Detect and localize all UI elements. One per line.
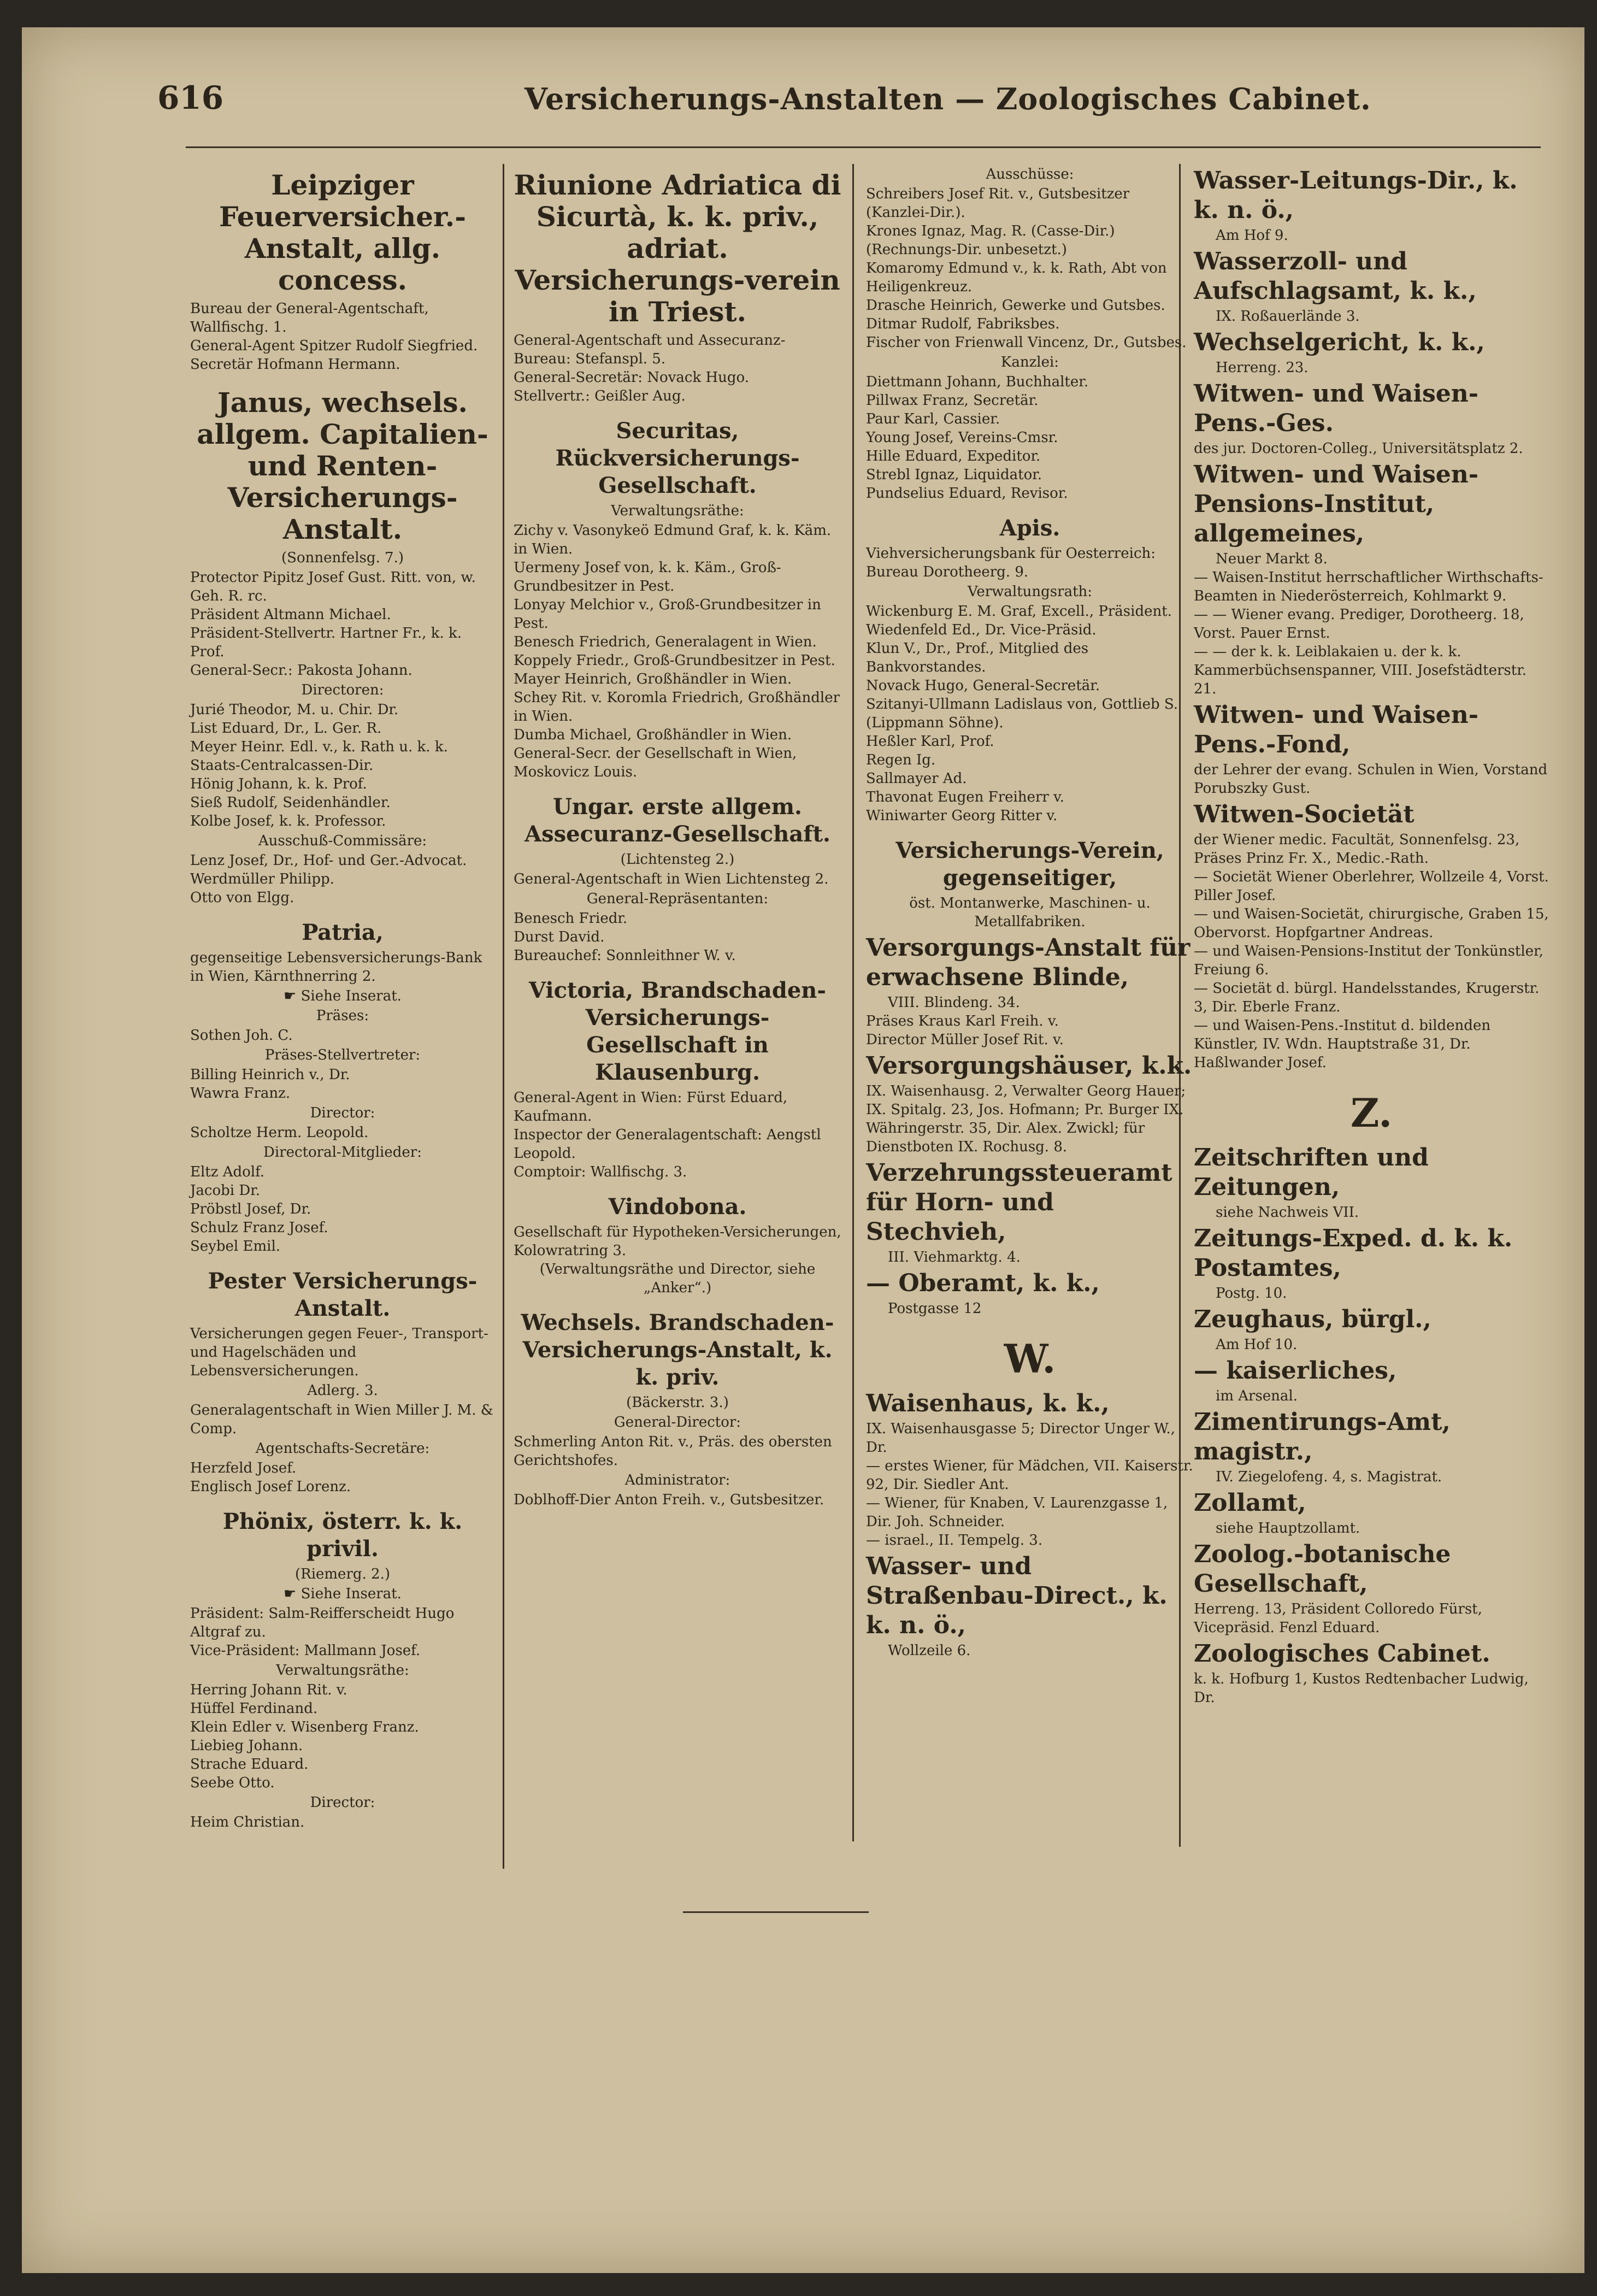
entry-line: Szitanyi-Ullmann Ladislaus von, Gottlieb S. (Lippmann Söhne). bbox=[866, 696, 1178, 731]
entry-line: Krones Ignaz, Mag. R. (Casse-Dir.) bbox=[866, 223, 1115, 239]
entry-line: Eltz Adolf. bbox=[190, 1164, 265, 1180]
entry-title-zeughaus: Zeughaus, bürgl., bbox=[1194, 1305, 1431, 1333]
entry-line: Pröbstl Josef, Dr. bbox=[190, 1201, 311, 1217]
column-2 bbox=[514, 164, 841, 1509]
entry-line: List Eduard, Dr., L. Ger. R. bbox=[190, 720, 382, 737]
entry-line: Sallmayer Ad. bbox=[866, 770, 967, 787]
entry-line: Generalagentschaft in Wien Miller J. M. & Comp. bbox=[190, 1402, 493, 1437]
subheading: Director: bbox=[310, 1794, 375, 1811]
entry-line: Secretär Hofmann Hermann. bbox=[190, 356, 400, 373]
entry-title-janus: Janus, wechsels. allgem. Capitalien- und Renten-Versicherungs-Anstalt. bbox=[197, 386, 488, 545]
entry-line: Präsident: Salm-Reifferscheidt Hugo Altgraf zu. bbox=[190, 1605, 455, 1640]
entry-title-waisenhaus: Waisenhaus, k. k., bbox=[866, 1390, 1110, 1417]
entry-title-witwen-pens-fond: Witwen- und Waisen-Pens.-Fond, bbox=[1194, 701, 1479, 758]
entry-line: Lonyay Melchior v., Groß-Grundbesitzer in Pest. bbox=[514, 597, 821, 632]
page-number: 616 bbox=[157, 79, 224, 116]
entry-line: Pundselius Eduard, Revisor. bbox=[866, 485, 1068, 502]
entry-line: Kolbe Josef, k. k. Professor. bbox=[190, 813, 386, 829]
entry-line: Sieß Rudolf, Seidenhändler. bbox=[190, 794, 391, 811]
entry-title-zimentirungs-amt: Zimentirungs-Amt, magistr., bbox=[1194, 1408, 1451, 1465]
entry-line: Fischer von Frienwall Vincenz, Dr., Gutsbes. bbox=[866, 334, 1187, 351]
entry-title-wasserleitung: Wasser-Leitungs-Dir., k. k. n. ö., bbox=[1194, 167, 1518, 224]
entry-line: Bureauchef: Sonnleithner W. v. bbox=[514, 947, 736, 964]
subheading: Verwaltungsräthe: bbox=[611, 503, 744, 519]
entry-line: IX. Roßauerlände 3. bbox=[1216, 308, 1360, 325]
entry-line: General-Agent in Wien: Fürst Eduard, Kaufmann. bbox=[514, 1090, 788, 1125]
column-divider-2 bbox=[852, 164, 854, 1841]
entry-title-witwen-pens-ges: Witwen- und Waisen-Pens.-Ges. bbox=[1194, 380, 1479, 437]
see-advertisement bbox=[190, 1585, 495, 1603]
column-3 bbox=[866, 164, 1194, 1660]
entry-line: Otto von Elgg. bbox=[190, 890, 294, 906]
entry-line: IX. Waisenhausg. 2, Verwalter Georg Hauer; IX. Spitalg. 23, Jos. Hofmann; Pr. Burger IX. Währingerstr. 35, Dir. Alex. Zwickl; für Dienstboten IX. Rochusg. 8. bbox=[866, 1083, 1186, 1155]
entry-title-zoologisches-cabinet: Zoologisches Cabinet. bbox=[1194, 1640, 1490, 1668]
running-title: Versicherungs-Anstalten — Zoologisches Cabinet. bbox=[525, 81, 1371, 116]
entry-line: Zichy v. Vasonykeö Edmund Graf, k. k. Käm. in Wien. bbox=[514, 522, 832, 557]
entry-title-zoolog-botanische: Zoolog.-botanische Gesellschaft, bbox=[1194, 1540, 1451, 1598]
entry-address: (Sonnenfelsg. 7.) bbox=[281, 550, 404, 566]
entry-line: Strebl Ignaz, Liquidator. bbox=[866, 467, 1042, 483]
entry-line: — Societät d. bürgl. Handelsstandes, Krugerstr. 3, Dir. Eberle Franz. bbox=[1194, 980, 1540, 1015]
entry-line: Jacobi Dr. bbox=[190, 1182, 261, 1199]
entry-line: Herreng. 23. bbox=[1216, 360, 1309, 376]
entry-line: Liebieg Johann. bbox=[190, 1738, 303, 1754]
entry-line: Versicherungen gegen Feuer-, Transport- und Hagelschäden und Lebensversicherungen. bbox=[190, 1326, 488, 1379]
column-1 bbox=[190, 164, 495, 1832]
subheading: Directoral-Mitglieder: bbox=[263, 1144, 422, 1161]
entry-title-apis: Apis. bbox=[999, 515, 1060, 541]
entry-line: Englisch Josef Lorenz. bbox=[190, 1479, 351, 1495]
entry-title-zeitschriften: Zeitschriften und Zeitungen, bbox=[1194, 1144, 1429, 1201]
entry-line: Bureau der General-Agentschaft, Wallfischg. 1. bbox=[190, 301, 429, 335]
entry-line: Stellvertr.: Geißler Aug. bbox=[514, 388, 686, 404]
entry-line: Präsident-Stellvertr. Hartner Fr., k. k. Prof. bbox=[190, 625, 462, 660]
entry-line: Bureau Dorotheerg. 9. bbox=[866, 564, 1029, 580]
entry-line: Wickenburg E. M. Graf, Excell., Präsident. bbox=[866, 603, 1172, 620]
entry-line: Heim Christian. bbox=[190, 1814, 305, 1830]
entry-line: Doblhoff-Dier Anton Freih. v., Gutsbesitzer. bbox=[514, 1492, 824, 1508]
entry-line: Herring Johann Rit. v. bbox=[190, 1682, 347, 1698]
entry-title-blinde: Versorgungs-Anstalt für erwachsene Blinde, bbox=[866, 934, 1191, 991]
entry-title-zeughaus-kaiserlich: — kaiserliches, bbox=[1194, 1357, 1397, 1385]
entry-address: (Bäckerstr. 3.) bbox=[626, 1394, 729, 1411]
entry-line: Dumba Michael, Großhändler in Wien. bbox=[514, 727, 792, 743]
pointing-hand-icon: ☛ bbox=[284, 988, 301, 1004]
subheading: Verwaltungsrath: bbox=[967, 584, 1093, 600]
entry-line: Präses Kraus Karl Freih. v. bbox=[866, 1013, 1059, 1029]
entry-line: General-Secr.: Pakosta Johann. bbox=[190, 662, 412, 679]
entry-line: Winiwarter Georg Ritter v. bbox=[866, 808, 1058, 824]
entry-line: Diettmann Johann, Buchhalter. bbox=[866, 374, 1089, 390]
entry-title-zollamt: Zollamt, bbox=[1194, 1489, 1306, 1517]
entry-line: Viehversicherungsbank für Oesterreich: bbox=[866, 545, 1156, 562]
entry-line: IV. Ziegelofeng. 4, s. Magistrat. bbox=[1216, 1469, 1442, 1485]
entry-title-phoenix: Phönix, österr. k. k. privil. bbox=[222, 1509, 463, 1562]
entry-line: Schey Rit. v. Koromla Friedrich, Großhändler in Wien. bbox=[514, 690, 840, 725]
entry-line: Inspector der Generalagentschaft: Aengstl Leopold. bbox=[514, 1127, 821, 1162]
entry-line: Scholtze Herm. Leopold. bbox=[190, 1125, 369, 1141]
see-label: Siehe Inserat. bbox=[300, 988, 402, 1004]
entry-title-witwen-societaet: Witwen-Societät bbox=[1194, 800, 1415, 828]
subheading: Ausschüsse: bbox=[986, 166, 1074, 182]
entry-line: Uermeny Josef von, k. k. Käm., Groß-Grundbesitzer in Pest. bbox=[514, 560, 781, 594]
entry-line: Klein Edler v. Wisenberg Franz. bbox=[190, 1719, 419, 1735]
see-advertisement bbox=[190, 987, 495, 1005]
entry-line: siehe Nachweis VII. bbox=[1216, 1204, 1359, 1221]
entry-title-wechselgericht: Wechselgericht, k. k., bbox=[1194, 328, 1485, 356]
entry-line: der Lehrer der evang. Schulen in Wien, Vorstand Porubszky Gust. bbox=[1194, 762, 1548, 797]
entry-line: Drasche Heinrich, Gewerke und Gutsbes. bbox=[866, 297, 1165, 314]
entry-title-gegenseitiger: Versicherungs-Verein, gegenseitiger, bbox=[895, 838, 1164, 891]
entry-line: Ditmar Rudolf, Fabriksbes. bbox=[866, 316, 1060, 332]
entry-line: Billing Heinrich v., Dr. bbox=[190, 1067, 350, 1083]
entry-line: — — der k. k. Leiblakaien u. der k. k. Kammerbüchsenspanner, VIII. Josefstädterstr. 21. bbox=[1194, 644, 1527, 697]
entry-line: Mayer Heinrich, Großhändler in Wien. bbox=[514, 671, 792, 687]
subheading: Kanzlei: bbox=[1000, 354, 1059, 370]
entry-line: Herreng. 13, Präsident Colloredo Fürst, Vicepräsid. Fenzl Eduard. bbox=[1194, 1601, 1482, 1636]
entry-line: Meyer Heinr. Edl. v., k. Rath u. k. k. Staats-Centralcassen-Dir. bbox=[190, 739, 448, 774]
footer-rule bbox=[683, 1911, 869, 1913]
entry-address: Adlerg. 3. bbox=[307, 1382, 378, 1399]
subheading: Agentschafts-Secretäre: bbox=[255, 1440, 430, 1457]
header-rule bbox=[186, 146, 1541, 148]
entry-line: — israel., II. Tempelg. 3. bbox=[866, 1532, 1043, 1549]
entry-line: Thavonat Eugen Freiherr v. bbox=[866, 789, 1064, 805]
entry-title-witwen-pensions-institut: Witwen- und Waisen-Pensions-Institut, allgemeines, bbox=[1194, 461, 1479, 547]
entry-line: General-Agent Spitzer Rudolf Siegfried. bbox=[190, 338, 478, 354]
entry-title-victoria: Victoria, Brandschaden-Versicherungs-Gesellschaft in Klausenburg. bbox=[529, 978, 826, 1085]
section-letter-z: Z. bbox=[1350, 1090, 1393, 1136]
subheading: General-Repräsentanten: bbox=[586, 891, 769, 907]
entry-line: Paur Karl, Cassier. bbox=[866, 411, 1000, 427]
entry-line: — Wiener, für Knaben, V. Laurenzgasse 1, Dir. Joh. Schneider. bbox=[866, 1495, 1168, 1530]
entry-line: Comptoir: Wallfischg. 3. bbox=[514, 1164, 687, 1180]
entry-title-oberamt: — Oberamt, k. k., bbox=[866, 1269, 1100, 1297]
entry-line: Klun V., Dr., Prof., Mitglied des Bankvorstandes. bbox=[866, 640, 1089, 675]
entry-title-wasser-strassenbau: Wasser- und Straßenbau-Direct., k. k. n. ö., bbox=[866, 1552, 1168, 1639]
entry-line: — — Wiener evang. Prediger, Dorotheerg. 18, Vorst. Pauer Ernst. bbox=[1194, 607, 1524, 641]
entry-line: (Rechnungs-Dir. unbesetzt.) bbox=[866, 242, 1067, 258]
subheading: Präses: bbox=[316, 1008, 369, 1024]
page-header bbox=[22, 79, 1584, 139]
entry-title-riunione: Riunione Adriatica di Sicurtà, k. k. priv., adriat. Versicherungs-verein in Triest. bbox=[514, 169, 841, 328]
entry-line: General-Agentschaft in Wien Lichtensteg 2. bbox=[514, 871, 829, 887]
entry-line: Strache Eduard. bbox=[190, 1756, 309, 1773]
entry-line: — und Waisen-Pensions-Institut der Tonkünstler, Freiung 6. bbox=[1194, 943, 1543, 978]
entry-line: siehe Hauptzollamt. bbox=[1216, 1520, 1360, 1536]
entry-address: (Lichtensteg 2.) bbox=[620, 851, 735, 868]
section-letter-w: W. bbox=[1004, 1335, 1056, 1382]
entry-title-wasserzoll: Wasserzoll- und Aufschlagsamt, k. k., bbox=[1194, 248, 1477, 305]
entry-title-verzehrung: Verzehrungssteueramt für Horn- und Stechvieh, bbox=[866, 1159, 1172, 1246]
entry-line: Herzfeld Josef. bbox=[190, 1460, 297, 1476]
entry-line: Lenz Josef, Dr., Hof- und Ger.-Advocat. bbox=[190, 852, 467, 869]
entry-title-leipziger: Leipziger Feuerversicher.-Anstalt, allg. concess. bbox=[219, 169, 466, 296]
pointing-hand-icon: ☛ bbox=[284, 1586, 301, 1602]
entry-line: Novack Hugo, General-Secretär. bbox=[866, 678, 1100, 694]
entry-line: Young Josef, Vereins-Cmsr. bbox=[866, 429, 1058, 446]
entry-title-securitas: Securitas, Rückversicherungs-Gesellschaft. bbox=[555, 418, 800, 498]
entry-line: Hille Eduard, Expeditor. bbox=[866, 448, 1041, 464]
entry-line: Jurié Theodor, M. u. Chir. Dr. bbox=[190, 702, 399, 718]
entry-line: Wawra Franz. bbox=[190, 1085, 291, 1102]
subheading: General-Director: bbox=[614, 1414, 741, 1430]
column-4 bbox=[1194, 164, 1549, 1707]
entry-title-ungar: Ungar. erste allgem. Assecuranz-Gesellschaft. bbox=[525, 794, 830, 847]
entry-line: Durst David. bbox=[514, 929, 605, 945]
entry-line: Wollzeile 6. bbox=[888, 1642, 971, 1659]
entry-line: Am Hof 10. bbox=[1216, 1337, 1298, 1353]
entry-line: Werdmüller Philipp. bbox=[190, 871, 334, 887]
subheading: Directoren: bbox=[301, 682, 384, 698]
entry-line: Regen Ig. bbox=[866, 752, 936, 768]
entry-line: — Societät Wiener Oberlehrer, Wollzeile 4, Vorst. Piller Josef. bbox=[1194, 869, 1549, 904]
entry-title-pester: Pester Versicherungs-Anstalt. bbox=[208, 1268, 478, 1321]
entry-title-wechsels: Wechsels. Brandschaden-Versicherungs-Anstalt, k. k. priv. bbox=[521, 1310, 834, 1390]
entry-title-patria: Patria, bbox=[302, 920, 384, 945]
subheading: Ausschuß-Commissäre: bbox=[258, 833, 427, 849]
subheading: Verwaltungsräthe: bbox=[276, 1662, 409, 1679]
entry-line: Heßler Karl, Prof. bbox=[866, 733, 994, 750]
entry-line: Schmerling Anton Rit. v., Präs. des obersten Gerichtshofes. bbox=[514, 1434, 832, 1469]
entry-line: General-Secretär: Novack Hugo. bbox=[514, 369, 749, 386]
entry-line: (Verwaltungsräthe und Director, siehe „Anker“.) bbox=[539, 1261, 816, 1296]
entry-line: IX. Waisenhausgasse 5; Director Unger W., Dr. bbox=[866, 1421, 1175, 1456]
entry-line: — und Waisen-Societät, chirurgische, Graben 15, Obervorst. Hopfgartner Andreas. bbox=[1194, 906, 1549, 941]
entry-line: Sothen Joh. C. bbox=[190, 1027, 293, 1044]
entry-line: Director Müller Josef Rit. v. bbox=[866, 1032, 1064, 1048]
column-divider-1 bbox=[503, 164, 504, 1869]
entry-line: Hüffel Ferdinand. bbox=[190, 1700, 318, 1717]
entry-line: — erstes Wiener, für Mädchen, VII. Kaiserstr. 92, Dir. Siedler Ant. bbox=[866, 1458, 1193, 1493]
entry-line: General-Agentschaft und Assecuranz-Bureau: Stefanspl. 5. bbox=[514, 332, 786, 367]
entry-line: Protector Pipitz Josef Gust. Ritt. von, w. Geh. R. rc. bbox=[190, 569, 476, 604]
entry-line: Wiedenfeld Ed., Dr. Vice-Präsid. bbox=[866, 622, 1097, 638]
entry-line: VIII. Blindeng. 34. bbox=[888, 994, 1020, 1011]
entry-line: Seebe Otto. bbox=[190, 1775, 275, 1791]
entry-line: — Waisen-Institut herrschaftlicher Wirthschafts-Beamten in Niederösterreich, Kohlmarkt 9. bbox=[1194, 569, 1543, 604]
entry-line: Benesch Friedrich, Generalagent in Wien. bbox=[514, 634, 817, 650]
entry-title-vindobona: Vindobona. bbox=[608, 1194, 747, 1220]
entry-address: (Riemerg. 2.) bbox=[294, 1566, 390, 1582]
entry-line: Postg. 10. bbox=[1216, 1285, 1287, 1302]
entry-line: Präsident Altmann Michael. bbox=[190, 607, 391, 623]
entry-line: Postgasse 12 bbox=[888, 1300, 982, 1317]
subheading: Administrator: bbox=[624, 1472, 730, 1488]
entry-title-versorgungshaeuser: Versorgungshäuser, k.k. bbox=[866, 1052, 1192, 1080]
entry-line: des jur. Doctoren-Colleg., Universitätsplatz 2. bbox=[1194, 440, 1523, 457]
subheading: Director: bbox=[310, 1105, 375, 1121]
entry-line: — und Waisen-Pens.-Institut d. bildenden Künstler, IV. Wdn. Hauptstraße 31, Dr. Haßlwander Josef. bbox=[1194, 1017, 1491, 1071]
entry-line: Gesellschaft für Hypotheken-Versicherungen, Kolowratring 3. bbox=[514, 1224, 841, 1259]
entry-line: Komaromy Edmund v., k. k. Rath, Abt von Heiligenkreuz. bbox=[866, 260, 1167, 295]
entry-line: Koppely Friedr., Groß-Grundbesitzer in Pest. bbox=[514, 652, 835, 669]
entry-line: Neuer Markt 8. bbox=[1216, 551, 1328, 567]
subheading: Präses-Stellvertreter: bbox=[264, 1047, 421, 1063]
page bbox=[22, 27, 1584, 2273]
entry-line: der Wiener medic. Facultät, Sonnenfelsg. 23, Präses Prinz Fr. X., Medic.-Rath. bbox=[1194, 832, 1520, 867]
entry-line: Pillwax Franz, Secretär. bbox=[866, 392, 1039, 409]
entry-title-zeitungs-exped: Zeitungs-Exped. d. k. k. Postamtes, bbox=[1194, 1224, 1513, 1282]
entry-line: Benesch Friedr. bbox=[514, 910, 628, 927]
entry-line: Vice-Präsident: Mallmann Josef. bbox=[190, 1642, 421, 1659]
entry-line: Am Hof 9. bbox=[1216, 227, 1288, 244]
see-label: Siehe Inserat. bbox=[300, 1586, 402, 1602]
entry-line: Schreibers Josef Rit. v., Gutsbesitzer (Kanzlei-Dir.). bbox=[866, 186, 1130, 221]
entry-line: Schulz Franz Josef. bbox=[190, 1220, 328, 1236]
entry-line: gegenseitige Lebensversicherungs-Bank in Wien, Kärnthnerring 2. bbox=[190, 950, 482, 985]
entry-line: III. Viehmarktg. 4. bbox=[888, 1249, 1021, 1265]
entry-line: öst. Montanwerke, Maschinen- u. Metallfabriken. bbox=[909, 895, 1151, 930]
entry-line: General-Secr. der Gesellschaft in Wien, Moskovicz Louis. bbox=[514, 745, 797, 780]
entry-line: im Arsenal. bbox=[1216, 1388, 1298, 1404]
entry-line: Seybel Emil. bbox=[190, 1238, 281, 1255]
entry-line: Hönig Johann, k. k. Prof. bbox=[190, 776, 367, 792]
entry-line: k. k. Hofburg 1, Kustos Redtenbacher Ludwig, Dr. bbox=[1194, 1671, 1529, 1706]
